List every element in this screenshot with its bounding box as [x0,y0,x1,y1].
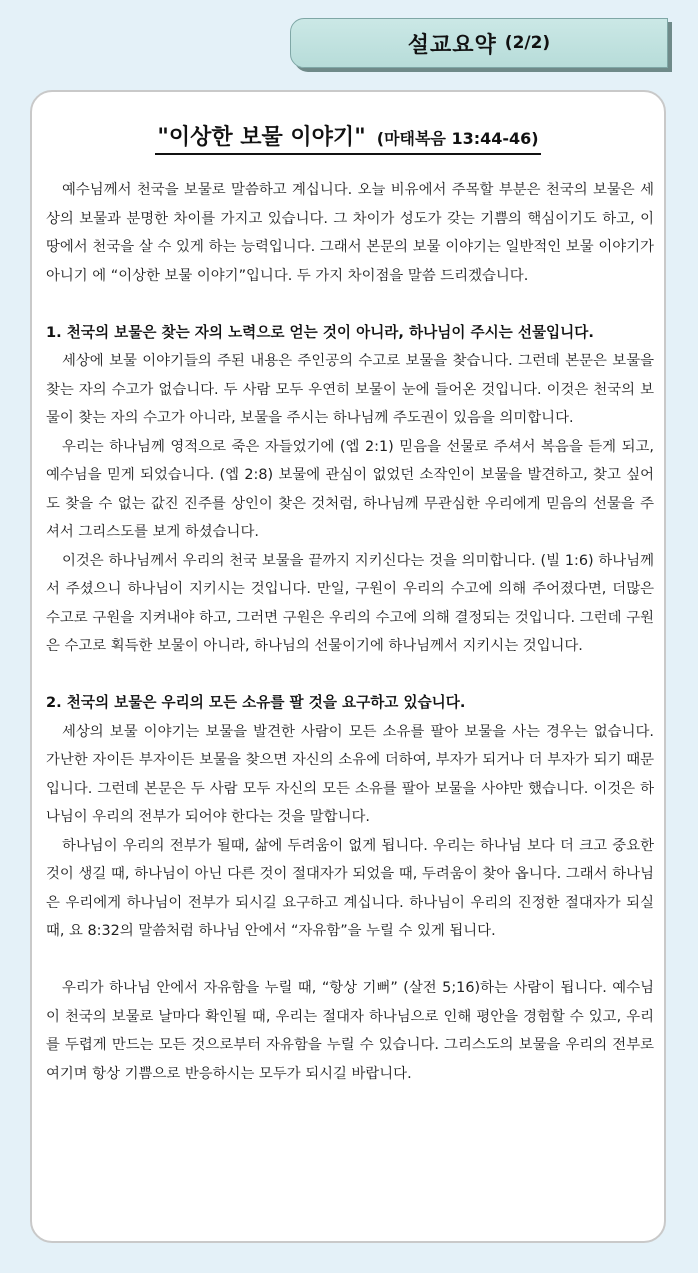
section-1-paragraph: 우리는 하나님께 영적으로 죽은 자들었기에 (엡 2:1) 믿음을 선물로 주셔서 복음을 듣게 되고, 예수님을 믿게 되었습니다. (엡 2:8) 보물에 관심이 없었던 소작인이 보물을 발견하고, 찾고 싶어도 찾을 수 없는 값진 진주를 상인이 찾은 것처럼, 하나님께 무관심한 우리에게 믿음의 선물을 주셔서 그리스도를 보게 하셨습니다. [46,438,654,540]
sermon-title-row [32,120,664,155]
section-2-paragraph: 세상의 보물 이야기는 보물을 발견한 사람이 모든 소유를 팔아 보물을 사는 경우는 없습니다. 가난한 자이든 부자이든 보물을 찾으면 자신의 소유에 더하여, 부자가 되거나 더 부자가 되기 때문입니다. 그런데 본문은 두 사람 모두 자신의 모든 소유를 팔아 보물을 사야만 했습니다. 이것은 하나님이 우리의 전부가 되어야 한다는 것을 말합니다. [46,723,654,825]
section-2-heading: 2. 천국의 보물은 우리의 모든 소유를 팔 것을 요구하고 있습니다. [46,694,466,711]
spacer [46,946,654,975]
header-page-indicator: (2/2) [504,33,551,53]
sermon-title: "이상한 보물 이야기" [157,125,366,150]
spacer [46,290,654,319]
sermon-body [46,176,654,1088]
section-1-paragraph: 세상에 보물 이야기들의 주된 내용은 주인공의 수고로 보물을 찾습니다. 그런데 본문은 보물을 찾는 자의 수고가 없습니다. 두 사람 모두 우연히 보물이 눈에 들어온 것입니다. 이것은 천국의 보물이 찾는 자의 수고가 아니라, 보물을 주시는 하나님께 주도권이 있음을 의미합니다. [46,353,654,426]
section-1-heading: 1. 천국의 보물은 찾는 자의 노력으로 얻는 것이 아니라, 하나님이 주시는 선물입니다. [46,323,594,341]
intro-paragraph: 예수님께서 천국을 보물로 말씀하고 계십니다. 오늘 비유에서 주목할 부분은 천국의 보물은 세상의 보물과 분명한 차이를 가지고 있습니다. 그 차이가 성도가 갖는 기쁨의 핵심이기도 하고, 이 땅에서 천국을 살 수 있게 하는 능력입니다. 그래서 본문의 보물 이야기는 일반적인 보물 이야기가 아니기 에 “이상한 보물 이야기”입니다. 두 가지 차이점을 말씀 드리겠습니다. [46,182,654,284]
scripture-reference: (마태복음 13:44-46) [376,129,539,148]
header-banner [290,18,668,68]
section-2-paragraph: 하나님이 우리의 전부가 될때, 삶에 두려움이 없게 됩니다. 우리는 하나님 보다 더 크고 중요한 것이 생길 때, 하나님이 아닌 다른 것이 절대자가 되었을 때, 두려움이 찾아 옵니다. 그래서 하나님은 우리에게 하나님이 전부가 되시길 요구하고 계십니다. 하나님이 우리의 진정한 절대자가 되실 때, 요 8:32의 말씀처럼 하나님 안에서 “자유함”을 누릴 수 있게 됩니다. [46,837,654,939]
spacer [46,661,654,690]
conclusion-paragraph: 우리가 하나님 안에서 자유함을 누릴 때, “항상 기뻐” (살전 5;16)하는 사람이 됩니다. 예수님이 천국의 보물로 날마다 확인될 때, 우리는 절대자 하나님으로 인해 평안을 경험할 수 있고, 우리를 두렵게 만드는 모든 것으로부터 자유함을 누릴 수 있습니다. 그리스도의 보물을 우리의 전부로 여기며 항상 기쁨으로 반응하시는 모두가 되시길 바랍니다. [46,980,654,1082]
sermon-card [30,90,666,1243]
section-1-paragraph: 이것은 하나님께서 우리의 천국 보물을 끝까지 지키신다는 것을 의미합니다. (빌 1:6) 하나님께서 주셨으니 하나님이 지키시는 것입니다. 만일, 구원이 우리의 수고에 의해 주어졌다면, 더많은 수고로 구원을 지켜내야 하고, 그러면 구원은 우리의 수고에 의해 결정되는 것입니다. 그런데 구원은 수고로 획득한 보물이 아니라, 하나님의 선물이기에 하나님께서 지키시는 것입니다. [46,552,654,654]
sermon-title-underline [155,120,540,155]
header-title: 설교요약 [407,32,497,58]
